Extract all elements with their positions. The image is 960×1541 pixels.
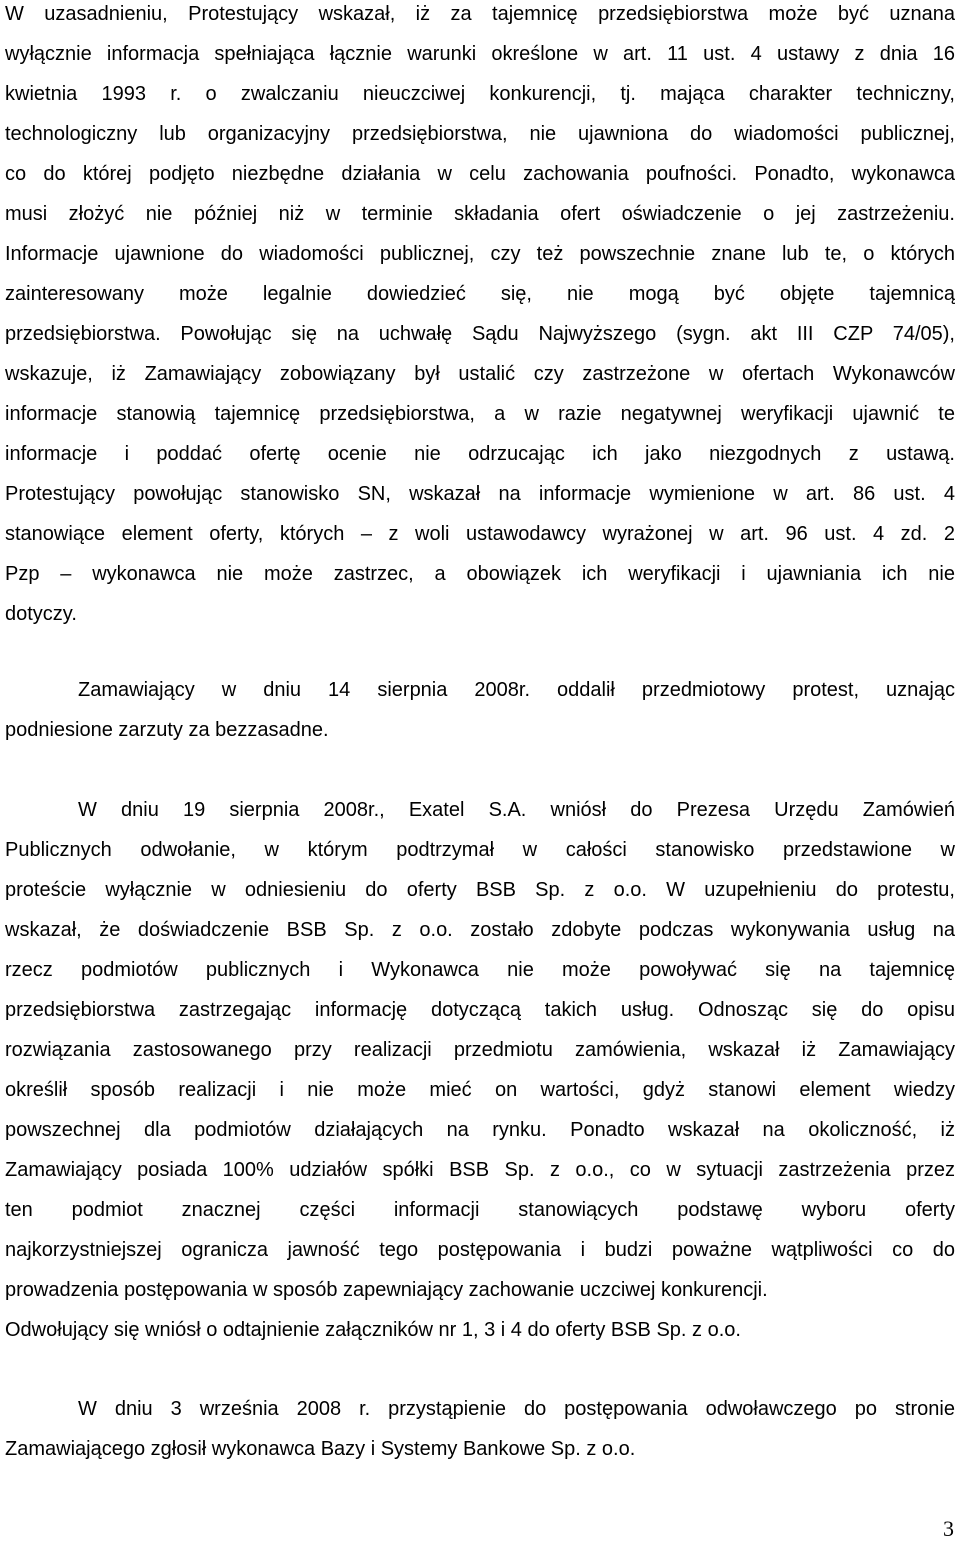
text-line: Zamawiający w dniu 14 sierpnia 2008r. oddalił przedmiotowy protest, uznając bbox=[78, 679, 955, 701]
text-line: W uzasadnieniu, Protestujący wskazał, iż za tajemnicę przedsiębiorstwa może być uznana bbox=[5, 3, 955, 25]
text-line: wskazuje, iż Zamawiający zobowiązany był ustalić czy zastrzeżone w ofertach Wykonawców bbox=[5, 363, 955, 385]
text-line: wyłącznie informacja spełniająca łącznie warunki określone w art. 11 ust. 4 ustawy z dnia 16 bbox=[5, 43, 955, 65]
text-line-last: podniesione zarzuty za bezzasadne. bbox=[5, 719, 329, 741]
text-line: najkorzystniejszej ogranicza jawność tego postępowania i budzi poważne wątpliwości co do bbox=[5, 1239, 955, 1261]
text-line: Protestujący powołując stanowisko SN, wskazał na informacje wymienione w art. 86 ust. 4 bbox=[5, 483, 955, 505]
text-line-last: Zamawiającego zgłosił wykonawca Bazy i Systemy Bankowe Sp. z o.o. bbox=[5, 1438, 636, 1460]
text-line: prowadzenia postępowania w sposób zapewniający zachowanie uczciwej konkurencji. bbox=[5, 1279, 768, 1301]
paragraph-intervention bbox=[5, 1389, 955, 1469]
text-line: Informacje ujawnione do wiadomości publicznej, czy też powszechnie znane lub te, o których bbox=[5, 243, 955, 265]
paragraph-protest-dismissed bbox=[5, 670, 955, 750]
text-line-last: dotyczy. bbox=[5, 603, 77, 625]
text-line: informacje stanowią tajemnicę przedsiębiorstwa, a w razie negatywnej weryfikacji ujawnić te bbox=[5, 403, 955, 425]
text-line: ten podmiot znacznej części informacji stanowiących podstawę wyboru oferty bbox=[5, 1199, 955, 1221]
text-line: przedsiębiorstwa zastrzegając informację dotyczącą takich usług. Odnosząc się do opisu bbox=[5, 999, 955, 1021]
text-line: stanowiące element oferty, których – z woli ustawodawcy wyrażonej w art. 96 ust. 4 zd. 2 bbox=[5, 523, 955, 545]
paragraph-protest-justification bbox=[5, 0, 955, 634]
paragraph-appeal bbox=[5, 790, 955, 1350]
text-line: proteście wyłącznie w odniesieniu do oferty BSB Sp. z o.o. W uzupełnieniu do protestu, bbox=[5, 879, 955, 901]
text-line: Pzp – wykonawca nie może zastrzec, a obowiązek ich weryfikacji i ujawniania ich nie bbox=[5, 563, 955, 585]
text-line: przedsiębiorstwa. Powołując się na uchwałę Sądu Najwyższego (sygn. akt III CZP 74/05), bbox=[5, 323, 955, 345]
text-line: technologiczny lub organizacyjny przedsiębiorstwa, nie ujawniona do wiadomości publicznej, bbox=[5, 123, 955, 145]
page-number: 3 bbox=[943, 1516, 954, 1541]
text-line: W dniu 19 sierpnia 2008r., Exatel S.A. wniósł do Prezesa Urzędu Zamówień bbox=[78, 799, 955, 821]
text-line: wskazał, że doświadczenie BSB Sp. z o.o. zostało zdobyte podczas wykonywania usług na bbox=[5, 919, 955, 941]
text-line: kwietnia 1993 r. o zwalczaniu nieuczciwej konkurencji, tj. mająca charakter techniczny, bbox=[5, 83, 955, 105]
text-line-last: Odwołujący się wniósł o odtajnienie załączników nr 1, 3 i 4 do oferty BSB Sp. z o.o. bbox=[5, 1319, 741, 1341]
text-line: musi złożyć nie później niż w terminie składania ofert oświadczenie o jej zastrzeżeniu. bbox=[5, 203, 955, 225]
text-line: Publicznych odwołanie, w którym podtrzymał w całości stanowisko przedstawione w bbox=[5, 839, 955, 861]
text-line: W dniu 3 września 2008 r. przystąpienie do postępowania odwoławczego po stronie bbox=[78, 1398, 955, 1420]
text-line: co do której podjęto niezbędne działania w celu zachowania poufności. Ponadto, wykonawca bbox=[5, 163, 955, 185]
text-line: Zamawiający posiada 100% udziałów spółki BSB Sp. z o.o., co w sytuacji zastrzeżenia przez bbox=[5, 1159, 955, 1181]
text-line: określił sposób realizacji i nie może mieć on wartości, gdyż stanowi element wiedzy bbox=[5, 1079, 955, 1101]
text-line: rozwiązania zastosowanego przy realizacji przedmiotu zamówienia, wskazał iż Zamawiający bbox=[5, 1039, 955, 1061]
text-line: rzecz podmiotów publicznych i Wykonawca nie może powoływać się na tajemnicę bbox=[5, 959, 955, 981]
text-line: informacje i poddać ofertę ocenie nie odrzucając ich jako niezgodnych z ustawą. bbox=[5, 443, 955, 465]
text-line: zainteresowany może legalnie dowiedzieć się, nie mogą być objęte tajemnicą bbox=[5, 283, 955, 305]
text-line: powszechnej dla podmiotów działających na rynku. Ponadto wskazał na okoliczność, iż bbox=[5, 1119, 955, 1141]
